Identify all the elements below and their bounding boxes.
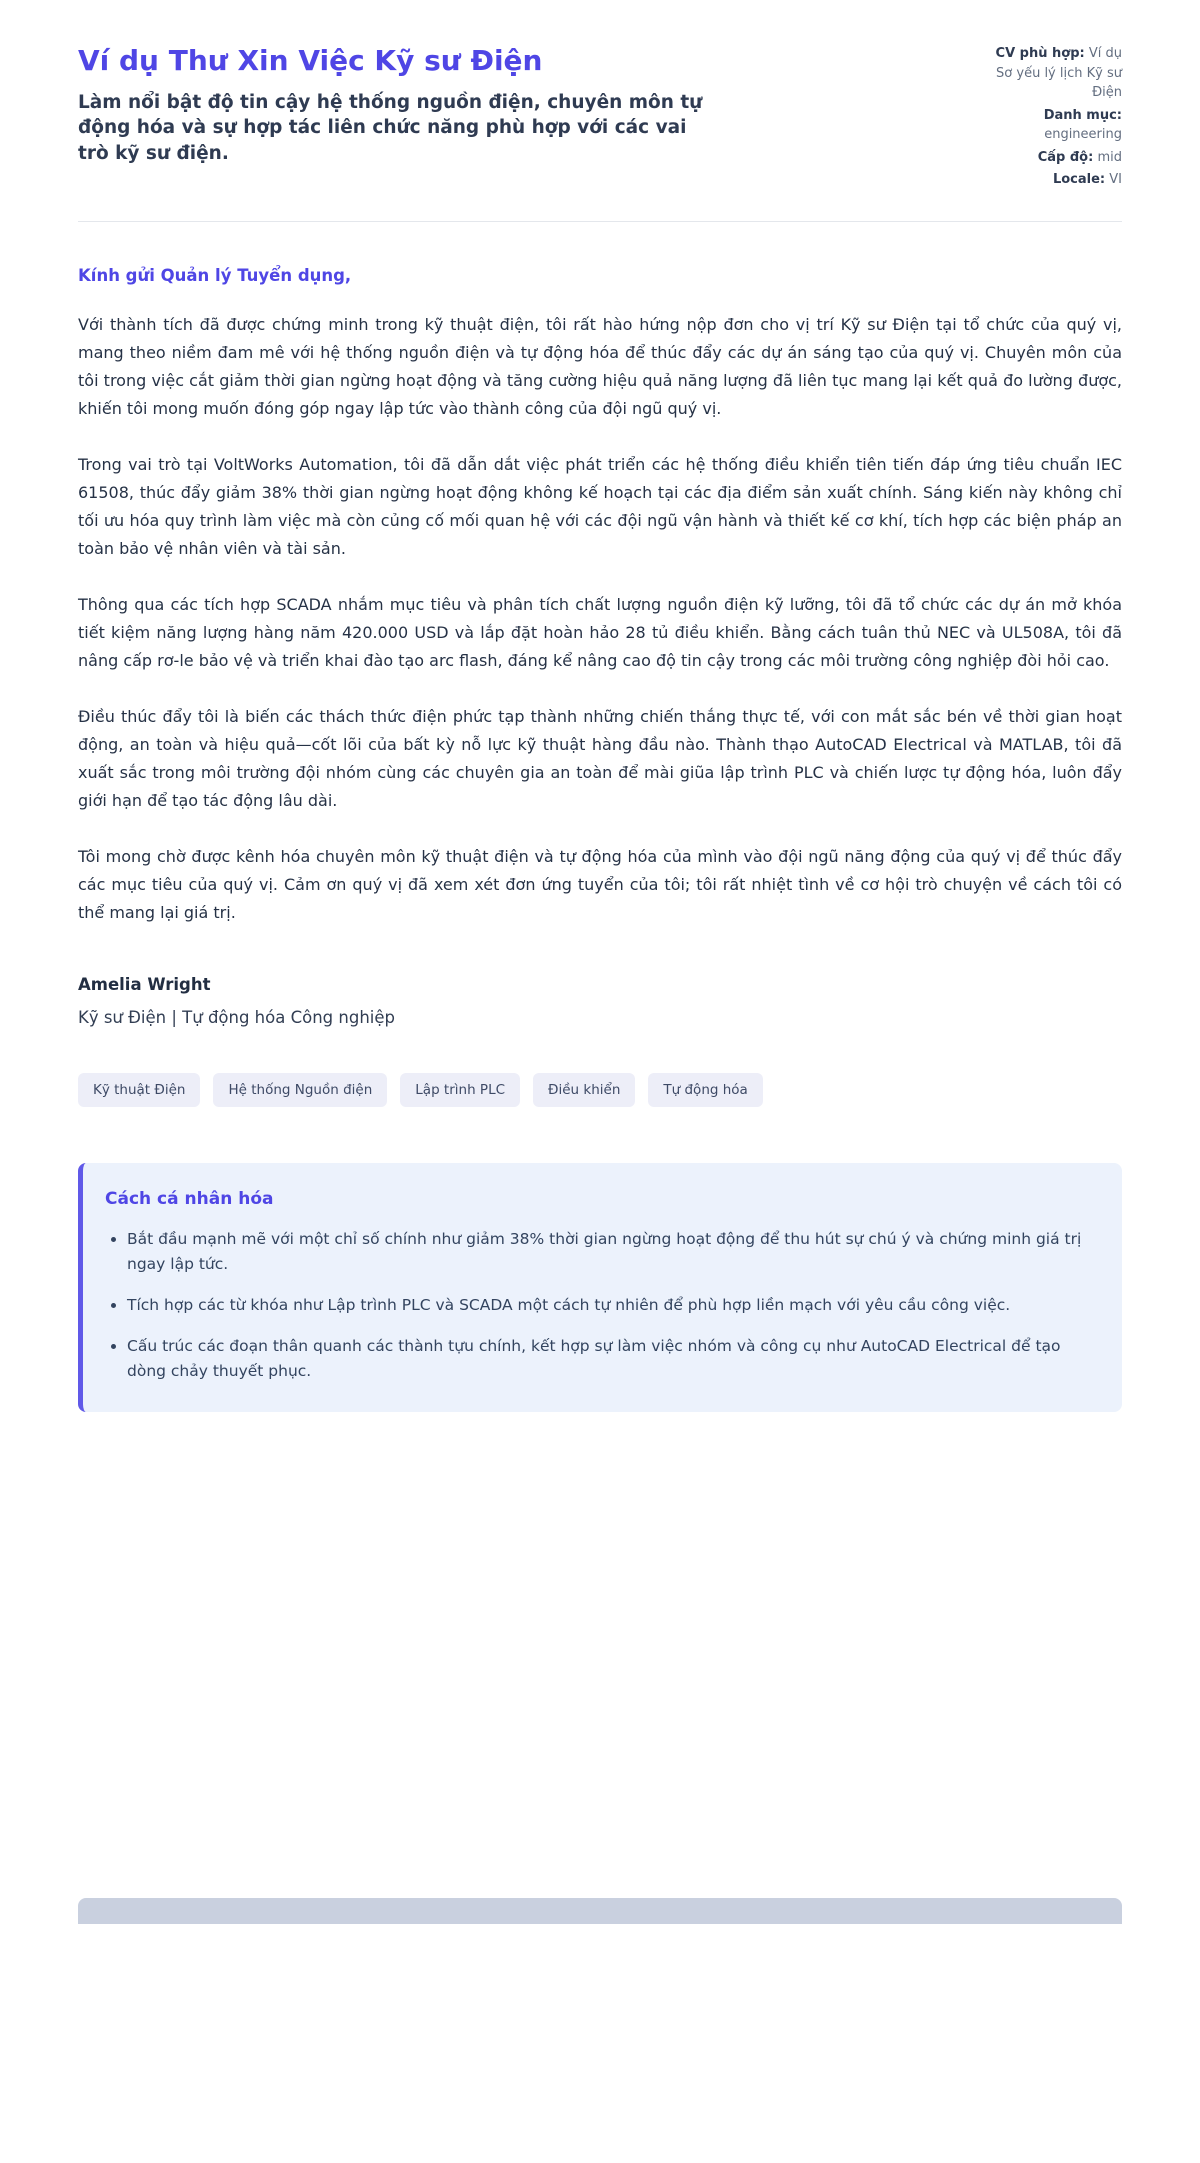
letter-paragraph-2: Trong vai trò tại VoltWorks Automation, tôi đã dẫn dắt việc phát triển các hệ thống điều khiển tiên tiến đáp ứng tiêu chuẩn IEC 61508, thúc đẩy giảm 38% thời gian ngừng hoạt động không kế hoạch tại các địa điểm sản xuất chính. Sáng kiến này không chỉ tối ưu hóa quy trình làm việc mà còn củng cố mối quan hệ với các đội ngũ vận hành và thiết kế cơ khí, tích hợp các biện pháp an toàn bảo vệ nhân viên và tài sản. [78, 454, 1122, 558]
meta-label: Danh mục: [1043, 107, 1122, 123]
tag-chip-plc-programming[interactable]: Lập trình PLC [400, 1073, 520, 1107]
personalization-tips-card [78, 1163, 1122, 1413]
tip-item-3: • Cấu trúc các đoạn thân quanh các thành tựu chính, kết hợp sự làm việc nhóm và công cụ như AutoCAD Electrical để tạo dòng chảy thuyết phục. [127, 1334, 1092, 1384]
tag-chip-automation[interactable]: Tự động hóa [648, 1073, 762, 1107]
next-section-partial [78, 1898, 1122, 1924]
tag-chip-power-systems[interactable]: Hệ thống Nguồn điện [213, 1073, 387, 1107]
meta-label: CV phù hợp: [995, 46, 1085, 61]
header-text-block [78, 44, 708, 166]
letter-paragraph-3: Thông qua các tích hợp SCADA nhắm mục tiêu và phân tích chất lượng nguồn điện kỹ lưỡng, tôi đã tổ chức các dự án mở khóa tiết kiệm năng lượng hàng năm 420.000 USD và lắp đặt hoàn hảo 28 tủ điều khiển. Bằng cách tuân thủ NEC và UL508A, tôi đã nâng cấp rơ-le bảo vệ và triển khai đào tạo arc flash, đáng kể nâng cao độ tin cậy trong các môi trường công nghiệp đòi hỏi cao. [78, 594, 1122, 670]
header-divider [78, 221, 1122, 222]
page-subtitle: Làm nổi bật độ tin cậy hệ thống nguồn điện, chuyên môn tự động hóa và sự hợp tác liên chức năng phù hợp với các vai trò kỹ sư điện. [78, 91, 703, 164]
meta-value: VI [1109, 172, 1122, 187]
tag-list [78, 1073, 1122, 1107]
content-container [78, 0, 1122, 1924]
meta-value: engineering [1044, 127, 1122, 142]
tag-chip-electrical-engineering[interactable]: Kỹ thuật Điện [78, 1073, 200, 1107]
page-title: Ví dụ Thư Xin Việc Kỹ sư Điện [78, 44, 543, 77]
letter-paragraph-1: Với thành tích đã được chứng minh trong kỹ thuật điện, tôi rất hào hứng nộp đơn cho vị trí Kỹ sư Điện tại tổ chức của quý vị, mang theo niềm đam mê với hệ thống nguồn điện và tự động hóa để thúc đẩy các dự án sáng tạo của quý vị. Chuyên môn của tôi trong việc cắt giảm thời gian ngừng hoạt động và tăng cường hiệu quả năng lượng đã liên tục mang lại kết quả đo lường được, khiến tôi mong muốn đóng góp ngay lập tức vào thành công của đội ngũ quý vị. [78, 314, 1122, 418]
signature-title: Kỹ sư Điện | Tự động hóa Công nghiệp [78, 1007, 395, 1027]
meta-item-locale [982, 170, 1122, 190]
meta-item-level [982, 148, 1122, 168]
tip-item-1: • Bắt đầu mạnh mẽ với một chỉ số chính như giảm 38% thời gian ngừng hoạt động để thu hút sự chú ý và chứng minh giá trị ngay lập tức. [127, 1227, 1092, 1277]
tag-chip-controls[interactable]: Điều khiển [533, 1073, 635, 1107]
letter-paragraph-5: Tôi mong chờ được kênh hóa chuyên môn kỹ thuật điện và tự động hóa của mình vào đội ngũ năng động của quý vị để thúc đẩy các mục tiêu của quý vị. Cảm ơn quý vị đã xem xét đơn ứng tuyển của tôi; tôi rất nhiệt tình về cơ hội trò chuyện về cách tôi có thể mang lại giá trị. [78, 846, 1122, 922]
letter-body [78, 266, 1122, 1027]
signature-name: Amelia Wright [78, 974, 211, 994]
meta-label: Cấp độ: [1037, 149, 1094, 165]
tips-list [105, 1227, 1092, 1385]
meta-value: mid [1097, 149, 1122, 165]
page-header [78, 44, 1122, 193]
meta-panel [982, 44, 1122, 193]
meta-label: Locale: [1052, 172, 1106, 187]
letter-paragraph-4: Điều thúc đẩy tôi là biến các thách thức điện phức tạp thành những chiến thắng thực tế, với con mắt sắc bén về thời gian hoạt động, an toàn và hiệu quả—cốt lõi của bất kỳ nỗ lực kỹ thuật hàng đầu nào. Thành thạo AutoCAD Electrical và MATLAB, tôi đã xuất sắc trong môi trường đội nhóm cùng các chuyên gia an toàn để mài giũa lập trình PLC và chiến lược tự động hóa, luôn đẩy giới hạn để tạo tác động lâu dài. [78, 706, 1122, 810]
tips-title: Cách cá nhân hóa [105, 1188, 274, 1209]
tip-item-2: • Tích hợp các từ khóa như Lập trình PLC và SCADA một cách tự nhiên để phù hợp liền mạch với yêu cầu công việc. [127, 1293, 1092, 1318]
meta-item-category [982, 106, 1122, 145]
meta-value: Ví dụ Sơ yếu lý lịch Kỹ sư Điện [996, 46, 1122, 100]
letter-greeting: Kính gửi Quản lý Tuyển dụng, [78, 265, 352, 285]
meta-item-matching-cv [982, 44, 1122, 103]
